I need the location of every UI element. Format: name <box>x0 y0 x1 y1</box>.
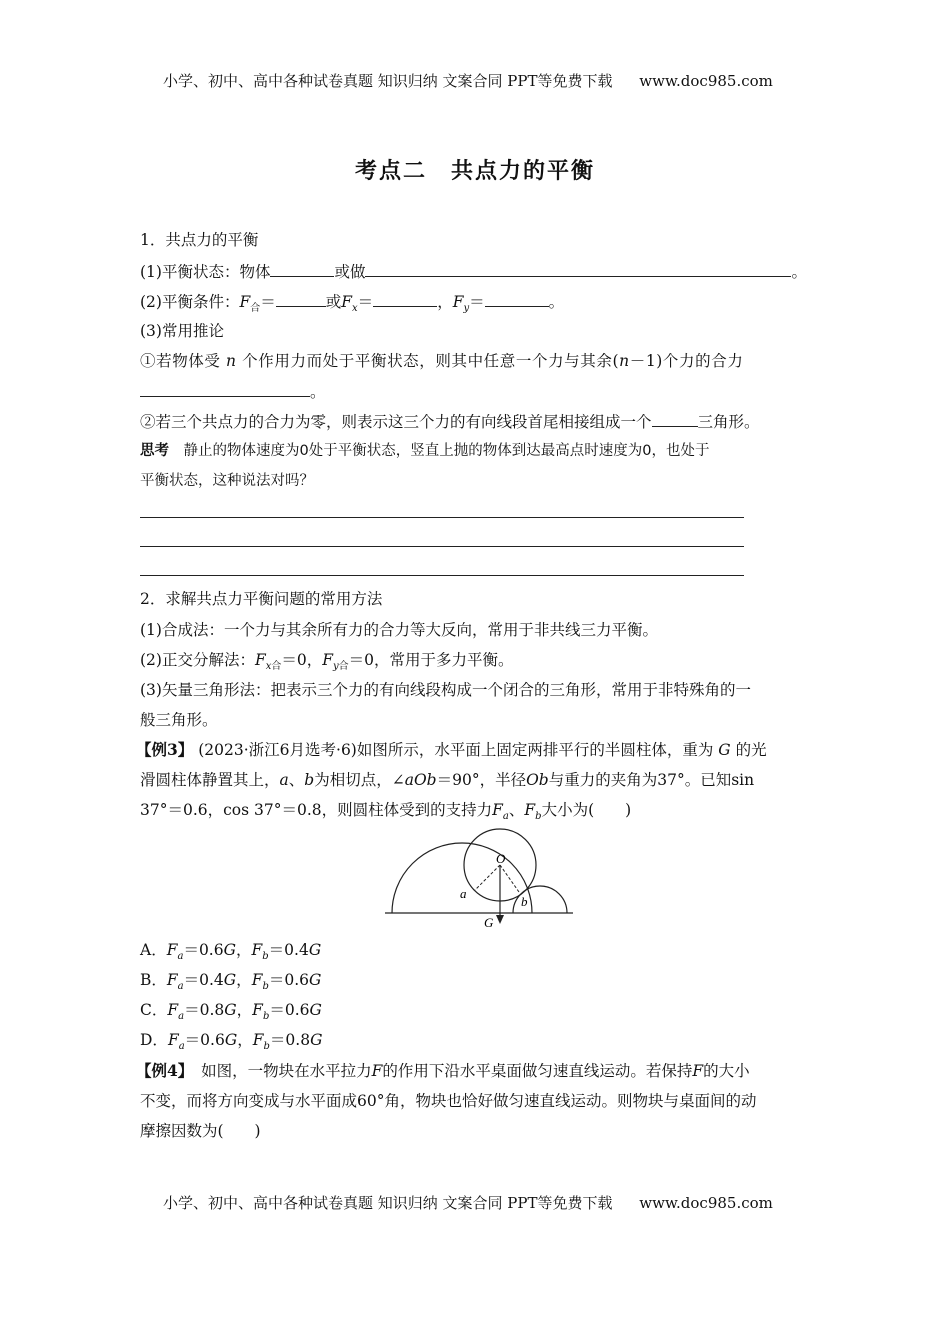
common-corollary-heading: (3)常用推论 <box>140 322 224 340</box>
example-3-label: 【例3】 <box>136 740 194 759</box>
method-vector-triangle-cont: 般三角形。 <box>140 711 218 729</box>
option-d[interactable]: D．$F_a=0.6G$，$F_b=0.8G$ <box>140 1031 323 1053</box>
blank[interactable] <box>365 261 791 277</box>
option-b[interactable]: B．$F_a=0.4G$，$F_b=0.6G$ <box>140 971 322 993</box>
section-1-heading: 1．共点力的平衡 <box>140 231 259 249</box>
balance-state-line: (1)平衡状态：物体 或做 。 <box>140 263 807 281</box>
example-4-line-1: 【例4】 如图，一物块在水平拉力F的作用下沿水平桌面做匀速直线运动。若保持F的大小 <box>136 1061 750 1080</box>
think-question-line-1: 思考 静止的物体速度为0处于平衡状态，竖直上抛的物体到达最高点时速度为0，也处于 <box>140 443 710 459</box>
section-2-heading: 2．求解共点力平衡问题的常用方法 <box>140 590 383 608</box>
footer-url[interactable]: www.doc985.com <box>639 1194 773 1212</box>
blank[interactable] <box>652 411 698 427</box>
header-banner: 小学、初中、高中各种试卷真题 知识归纳 文案合同 PPT等免费下载 www.doc985.com <box>163 72 773 90</box>
page-title: 考点二 共点力的平衡 <box>354 159 595 184</box>
blank[interactable] <box>373 291 437 307</box>
footer-banner: 小学、初中、高中各种试卷真题 知识归纳 文案合同 PPT等免费下载 www.doc985.com <box>163 1194 773 1212</box>
example-4-line-2: 不变，而将方向变成与水平面成60°角，物块也恰好做匀速直线运动。则物块与桌面间的动 <box>140 1092 757 1110</box>
header-url[interactable]: www.doc985.com <box>639 72 773 90</box>
answer-line[interactable] <box>140 575 744 576</box>
method-orthogonal: (2)正交分解法：$F_{x合}=0$，$F_{y合}=0$，常用于多力平衡。 <box>140 651 514 673</box>
method-synthesis: (1)合成法：一个力与其余所有力的合力等大反向，常用于非共线三力平衡。 <box>140 621 658 639</box>
label-a: a <box>460 886 467 901</box>
option-c[interactable]: C．$F_a=0.8G$，$F_b=0.6G$ <box>140 1001 322 1023</box>
example-3-line-2: 滑圆柱体静置其上，a、b为相切点，∠aOb＝90°，半径Ob与重力的夹角为37°。已知sin <box>140 771 755 789</box>
balance-condition-line: (2)平衡条件：$F_合=$ 或$F_x=$ ，$F_y=$ 。 <box>140 293 565 315</box>
answer-line[interactable] <box>140 546 744 547</box>
method-vector-triangle: (3)矢量三角形法：把表示三个力的有向线段构成一个闭合的三角形，常用于非特殊角的一 <box>140 681 751 699</box>
label-o: O <box>496 851 506 866</box>
blank[interactable] <box>270 261 334 277</box>
example-3-line-1: 【例3】 (2023·浙江6月选考·6)如图所示，水平面上固定两排平行的半圆柱体，重为 G 的光 <box>136 740 767 759</box>
option-a[interactable]: A．$F_a=0.6G$，$F_b=0.4G$ <box>140 941 322 963</box>
cylinder-figure <box>380 825 580 935</box>
label-b: b <box>521 894 528 909</box>
think-label: 思考 <box>140 443 169 459</box>
blank[interactable] <box>276 291 326 307</box>
corollary-2: ②若三个共点力的合力为零，则表示这三个力的有向线段首尾相接组成一个 三角形。 <box>140 413 760 431</box>
example-4-line-3: 摩擦因数为( ) <box>140 1122 261 1140</box>
gravity-arrowhead <box>496 915 504 924</box>
left-half-cylinder <box>392 843 532 913</box>
think-question-line-2: 平衡状态，这种说法对吗？ <box>140 473 314 489</box>
example-3-line-3: 37°＝0.6，cos 37°＝0.8，则圆柱体受到的支持力$F_a$、$F_b$大小为( ) <box>140 801 632 823</box>
corollary-1: ①若物体受 n 个作用力而处于平衡状态，则其中任意一个力与其余(n－1)个力的合力 <box>140 352 744 370</box>
blank[interactable] <box>485 291 549 307</box>
corollary-1-answer: 。 <box>140 381 326 402</box>
blank[interactable] <box>140 381 310 397</box>
answer-line[interactable] <box>140 517 744 518</box>
label-g: G <box>484 915 494 930</box>
example-4-label: 【例4】 <box>136 1061 186 1080</box>
radius-oa <box>475 865 500 890</box>
